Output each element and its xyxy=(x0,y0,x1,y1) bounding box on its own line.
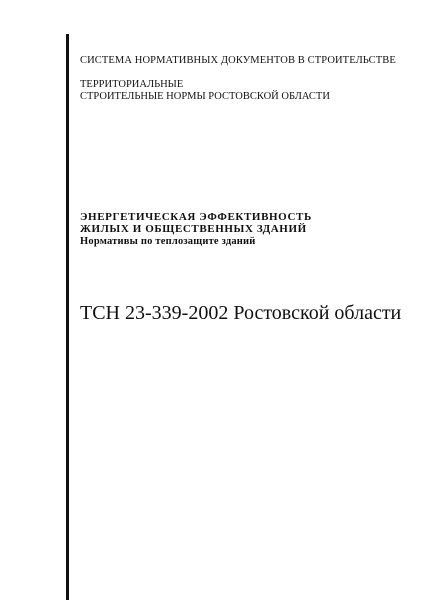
normative-system-header: СИСТЕМА НОРМАТИВНЫХ ДОКУМЕНТОВ В СТРОИТЕЛЬСТВЕ xyxy=(80,55,396,66)
document-title xyxy=(80,211,312,248)
title-line-1: ЭНЕРГЕТИЧЕСКАЯ ЭФФЕКТИВНОСТЬ xyxy=(80,211,312,223)
regional-norms-line-1: ТЕРРИТОРИАЛЬНЫЕ xyxy=(80,79,184,90)
regional-norms-line-2: СТРОИТЕЛЬНЫЕ НОРМЫ РОСТОВСКОЙ ОБЛАСТИ xyxy=(80,90,330,102)
regional-norms-header xyxy=(80,79,330,102)
left-vertical-rule xyxy=(66,34,69,600)
document-code: ТСН 23-339-2002 Ростовской области xyxy=(80,302,402,324)
title-line-2: ЖИЛЫХ И ОБЩЕСТВЕННЫХ ЗДАНИЙ xyxy=(80,223,307,235)
document-subtitle: Нормативы по теплозащите зданий xyxy=(80,236,256,247)
